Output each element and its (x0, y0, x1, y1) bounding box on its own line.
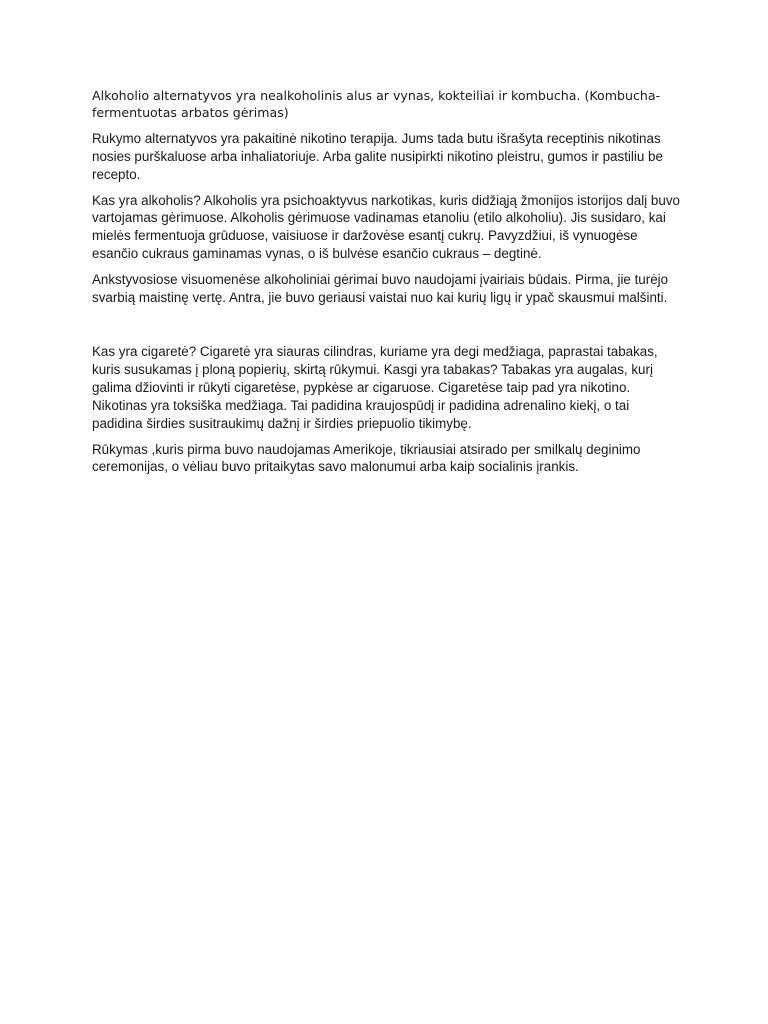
document-page (92, 87, 682, 484)
paragraph-smoking-alternatives: Rukymo alternatyvos yra pakaitinė nikotino terapija. Jums tada butu išrašyta receptinis nikotinas nosies purškaluose arba inhaliatoriuje. Arba galite nusipirkti nikotino pleistru, gumos ir pastiliu be recepto. (92, 130, 663, 182)
paragraph-what-is-cigarette: Kas yra cigaretė? Cigaretė yra siauras cilindras, kuriame yra degi medžiaga, paprastai tabakas, kuris susukamas į ploną popierių, skirtą rūkymui. Kasgi yra tabakas? Tabakas yra augalas, kurį galima džiovinti ir rūkyti cigaretėse, pypkėse ar cigaruose. Cigaretėse taip pad yra nikotino. Nikotinas yra toksiška medžiaga. Tai padidina kraujospūdį ir padidina adrenalino kiekį, o tai padidina širdies susitraukimų dažnį ir širdies priepuolio tikimybę. (92, 343, 658, 431)
paragraph-smoking-origin: Rūkymas ,kuris pirma buvo naudojamas Amerikoje, tikriausiai atsirado per smilkalų deginimo ceremonijas, o vėliau buvo pritaikytas savo malonumui arba kaip socialinis įrankis. (92, 441, 641, 475)
paragraph-what-is-alcohol: Kas yra alkoholis? Alkoholis yra psichoaktyvus narkotikas, kuris didžiąją žmonijos istorijos dalį buvo vartojamas gėrimuose. Alkoholis gėrimuose vadinamas etanoliu (etilo alkoholiu). Jis susidaro, kai mielės fermentuoja grūduose, vaisiuose ir daržovėse esantį cukrų. Pavyzdžiui, iš vynuogėse esančio cukraus gaminamas vynas, o iš bulvėse esančio cukraus – degtinė. (92, 192, 680, 262)
paragraph-alcohol-alternatives: Alkoholio alternatyvos yra nealkoholinis alus ar vynas, kokteiliai ir kombucha. (Kombucha- fermentuotas arbatos gėrimas) (92, 88, 661, 121)
paragraph-early-societies: Ankstyvosiose visuomenėse alkoholiniai gėrimai buvo naudojami įvairiais būdais. Pirma, jie turėjo svarbią maistinę vertę. Antra, jie buvo geriausi vaistai nuo kai kurių ligų ir ypač skausmui malšinti. (92, 272, 669, 306)
